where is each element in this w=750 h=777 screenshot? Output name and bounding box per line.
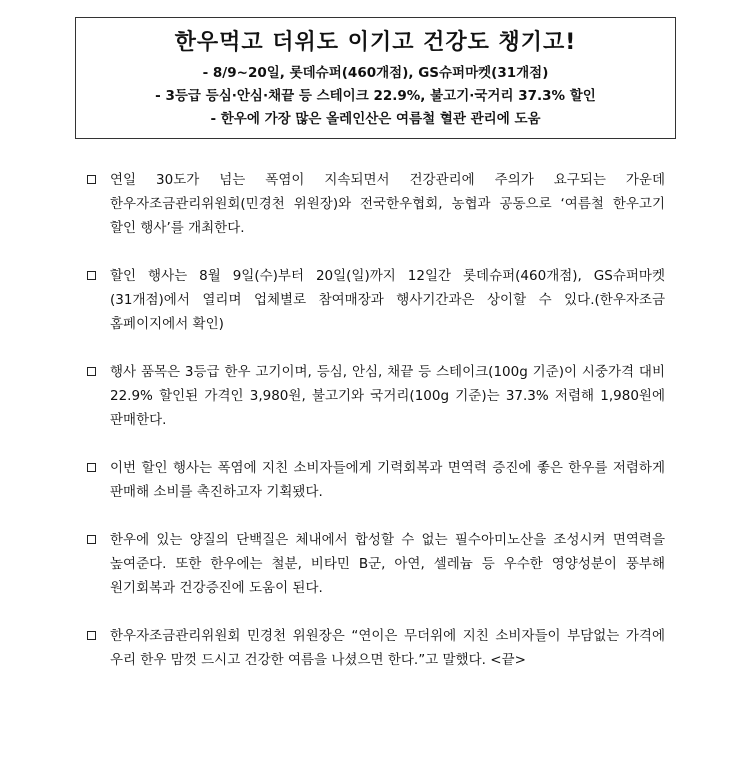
- article-body: [87, 168, 665, 696]
- page-title: 한우먹고 더위도 이기고 건강도 챙기고!: [174, 30, 577, 55]
- square-bullet-icon: [87, 535, 96, 544]
- paragraph-text: 연일 30도가 넘는 폭염이 지속되면서 건강관리에 주의가 요구되는 가운데 한우자조금관리위원회(민경천 위원장)와 전국한우협회, 농협과 공동으로 ‘여름철 한우고기 할인 행사’를 개최한다.: [110, 172, 665, 236]
- square-bullet-icon: [87, 631, 96, 640]
- list-item: [87, 360, 665, 432]
- subheading-list: [76, 62, 675, 131]
- list-item: [87, 456, 665, 504]
- list-item: [87, 528, 665, 600]
- square-bullet-icon: [87, 463, 96, 472]
- square-bullet-icon: [87, 271, 96, 280]
- subheading: - 3등급 등심·안심·채끝 등 스테이크 22.9%, 불고기·국거리 37.3% 할인: [155, 88, 596, 104]
- headline-box: [75, 17, 676, 139]
- list-item: [87, 264, 665, 336]
- paragraph-text: 이번 할인 행사는 폭염에 지친 소비자들에게 기력회복과 면역력 증진에 좋은 한우를 저렴하게 판매해 소비를 촉진하고자 기획됐다.: [110, 460, 665, 500]
- paragraph-text: 한우에 있는 양질의 단백질은 체내에서 합성할 수 없는 필수아미노산을 조성시켜 면역력을 높여준다. 또한 한우에는 철분, 비타민 B군, 아연, 셀레늄 등 우수한 영양성분이 풍부해 원기회복과 건강증진에 도움이 된다.: [110, 532, 665, 596]
- paragraph-text: 할인 행사는 8월 9일(수)부터 20일(일)까지 12일간 롯데슈퍼(460개점), GS슈퍼마켓(31개점)에서 열리며 업체별로 참여매장과 행사기간과은 상이할 수 있다.(한우자조금 홈페이지에서 확인): [110, 268, 665, 332]
- subheading: - 8/9~20일, 롯데슈퍼(460개점), GS슈퍼마켓(31개점): [202, 65, 549, 81]
- list-item: [87, 624, 665, 672]
- list-item: [87, 168, 665, 240]
- subheading: - 한우에 가장 많은 올레인산은 여름철 혈관 관리에 도움: [210, 111, 541, 127]
- square-bullet-icon: [87, 367, 96, 376]
- paragraph-text: 한우자조금관리위원회 민경천 위원장은 “연이은 무더위에 지친 소비자들이 부담없는 가격에 우리 한우 맘껏 드시고 건강한 여름을 나셨으면 한다.”고 말했다. <끝>: [110, 628, 665, 668]
- paragraph-text: 행사 품목은 3등급 한우 고기이며, 등심, 안심, 채끝 등 스테이크(100g 기준)이 시중가격 대비 22.9% 할인된 가격인 3,980원, 불고기와 국거리(100g 기준)는 37.3% 저렴해 1,980원에 판매한다.: [110, 364, 665, 428]
- square-bullet-icon: [87, 175, 96, 184]
